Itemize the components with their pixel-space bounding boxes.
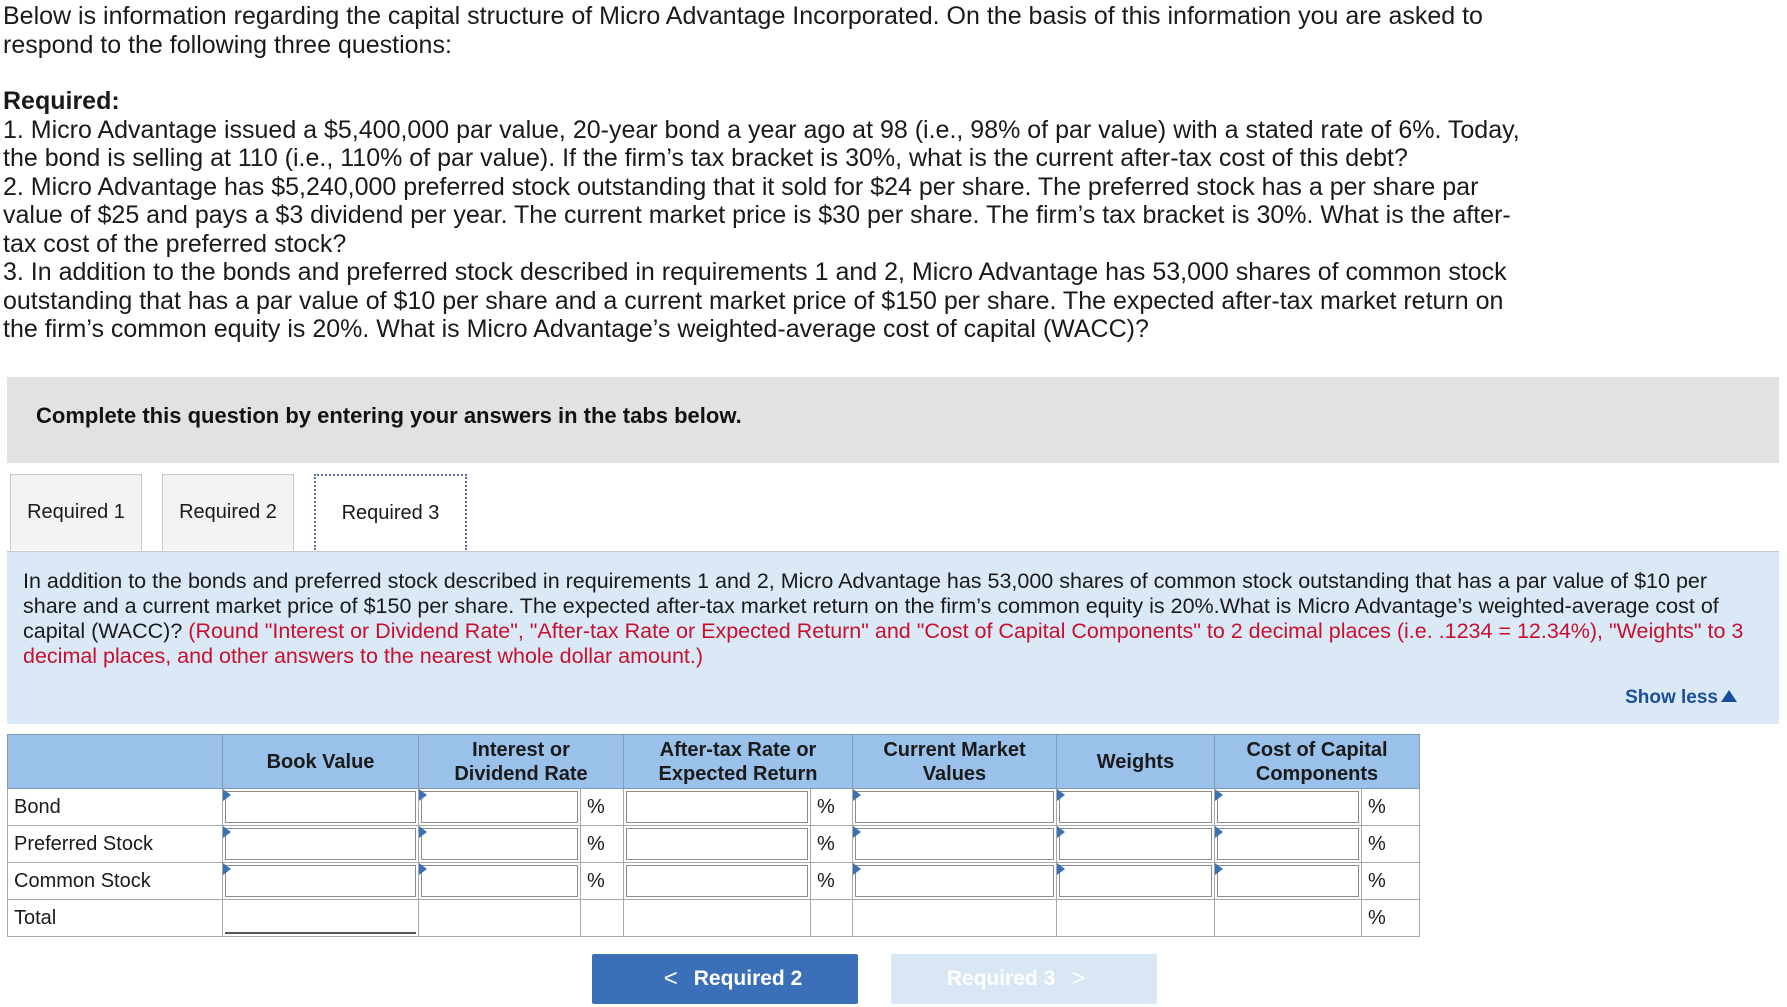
preferred-book-value-cell [223, 826, 419, 863]
previous-button-label: Required 2 [693, 967, 803, 990]
bond-rate-input[interactable] [421, 791, 578, 823]
bond-cost-cell [1215, 789, 1362, 826]
header-book-value: Book Value [223, 735, 419, 789]
input-marker-icon [223, 789, 231, 801]
bond-market-value-input[interactable] [855, 791, 1054, 823]
common-after-tax-input[interactable] [626, 865, 808, 897]
common-cost-input[interactable] [1217, 865, 1359, 897]
row-label: Bond [8, 789, 223, 826]
table-row-total [8, 900, 1420, 937]
table-row-bond [8, 789, 1420, 826]
preferred-cost-cell [1215, 826, 1362, 863]
preferred-cost-input[interactable] [1217, 828, 1359, 860]
common-cost-cell [1215, 863, 1362, 900]
tab-required-2[interactable] [162, 474, 294, 550]
row-label: Common Stock [8, 863, 223, 900]
total-weight-cell [1057, 900, 1215, 937]
preferred-market-value-input[interactable] [855, 828, 1054, 860]
percent-sign: % [1362, 789, 1420, 826]
percent-sign: % [1362, 900, 1420, 937]
common-book-value-cell [223, 863, 419, 900]
common-weight-input[interactable] [1059, 865, 1212, 897]
table-row-common [8, 863, 1420, 900]
requirement-2-text: 2. Micro Advantage has $5,240,000 preferred stock outstanding that it sold for $24 per share. The preferred stock has a per share par value of $25 and pays a $3 dividend per year. The current market price is $30 per share. The firm’s tax bracket is 30%. What is the after-tax cost of the preferred stock? [3, 172, 1511, 258]
tab-label: Required 3 [341, 501, 440, 524]
common-rate-input[interactable] [421, 865, 578, 897]
bond-market-value-cell [853, 789, 1057, 826]
tab-required-1[interactable] [10, 474, 142, 550]
percent-sign: % [811, 826, 853, 863]
banner-text: Complete this question by entering your answers in the tabs below. [36, 403, 742, 428]
preferred-weight-cell [1057, 826, 1215, 863]
tab-label: Required 1 [27, 501, 125, 523]
instructions-text: In addition to the bonds and preferred stock described in requirements 1 and 2, Micro Advantage has 53,000 shares of common stock outstanding that has a par value of $10 per share and a current market price of $150 per share. The expected after-tax market return on the firm’s common equity is 20%.What is Micro Advantage’s weighted-average cost of capital (WACC)? [23, 569, 1719, 643]
wacc-table [7, 734, 1420, 937]
preferred-market-value-cell [853, 826, 1057, 863]
percent-sign: % [581, 826, 624, 863]
bond-after-tax-cell [624, 789, 811, 826]
common-market-value-cell [853, 863, 1057, 900]
previous-required-button[interactable] [592, 954, 858, 1004]
input-marker-icon [1057, 826, 1065, 838]
bond-cost-input[interactable] [1217, 791, 1359, 823]
total-blank [624, 900, 811, 937]
preferred-after-tax-cell [624, 826, 811, 863]
common-rate-cell [419, 863, 581, 900]
header-weights: Weights [1057, 735, 1215, 789]
tab-label: Required 2 [179, 501, 277, 523]
show-less-link[interactable] [1625, 685, 1737, 710]
bond-book-value-cell [223, 789, 419, 826]
instructions-banner [7, 377, 1779, 463]
row-label: Total [8, 900, 223, 937]
total-underline [225, 902, 416, 934]
required-heading: Required: [3, 87, 120, 115]
input-marker-icon [1215, 789, 1223, 801]
total-blank [811, 900, 853, 937]
requirement-3-instructions [7, 552, 1779, 724]
table-row-preferred [8, 826, 1420, 863]
input-marker-icon [1215, 826, 1223, 838]
problem-intro [3, 2, 1543, 344]
input-marker-icon [419, 789, 427, 801]
chevron-right-icon: > [1071, 965, 1086, 992]
total-book-value-cell [223, 900, 419, 937]
triangle-up-icon [1721, 690, 1737, 702]
row-label: Preferred Stock [8, 826, 223, 863]
input-marker-icon [223, 863, 231, 875]
preferred-after-tax-input[interactable] [626, 828, 808, 860]
percent-sign: % [811, 789, 853, 826]
header-after-tax-rate: After-tax Rate or Expected Return [624, 735, 853, 789]
bond-weight-input[interactable] [1059, 791, 1212, 823]
common-book-value-input[interactable] [225, 865, 416, 897]
common-weight-cell [1057, 863, 1215, 900]
input-marker-icon [853, 863, 861, 875]
preferred-book-value-input[interactable] [225, 828, 416, 860]
next-required-button [891, 954, 1157, 1004]
percent-sign: % [1362, 863, 1420, 900]
preferred-weight-input[interactable] [1059, 828, 1212, 860]
percent-sign: % [581, 863, 624, 900]
preferred-rate-input[interactable] [421, 828, 578, 860]
bond-after-tax-input[interactable] [626, 791, 808, 823]
input-marker-icon [853, 826, 861, 838]
preferred-rate-cell [419, 826, 581, 863]
bond-rate-cell [419, 789, 581, 826]
input-marker-icon [223, 826, 231, 838]
header-interest-rate: Interest or Dividend Rate [419, 735, 624, 789]
header-blank [8, 735, 223, 789]
total-blank [581, 900, 624, 937]
bond-book-value-input[interactable] [225, 791, 416, 823]
chevron-left-icon: < [663, 965, 678, 992]
bond-weight-cell [1057, 789, 1215, 826]
input-marker-icon [419, 863, 427, 875]
intro-paragraph: Below is information regarding the capital structure of Micro Advantage Incorporated. On the basis of this information you are asked to respond to the following three questions: [3, 2, 1483, 59]
header-market-values: Current Market Values [853, 735, 1057, 789]
rounding-instructions: (Round "Interest or Dividend Rate", "After-tax Rate or Expected Return" and "Cost of Capital Components" to 2 decimal places (i.e. .1234 = 12.34%), "Weights" to 3 decimal places, and other answers to the nearest whole dollar amount.) [23, 619, 1744, 668]
input-marker-icon [853, 789, 861, 801]
total-market-value-cell [853, 900, 1057, 937]
header-cost-components: Cost of Capital Components [1215, 735, 1420, 789]
show-less-label: Show less [1625, 687, 1718, 708]
next-button-label: Required 3 [946, 967, 1056, 990]
requirement-1-text: 1. Micro Advantage issued a $5,400,000 par value, 20-year bond a year ago at 98 (i.e., 98% of par value) with a stated rate of 6%. Today, the bond is selling at 110 (i.e., 110% of par value). If the firm’s tax bracket is 30%, what is the current after-tax cost of this debt? [3, 115, 1520, 172]
common-market-value-input[interactable] [855, 865, 1054, 897]
input-marker-icon [1215, 863, 1223, 875]
input-marker-icon [1057, 789, 1065, 801]
input-marker-icon [419, 826, 427, 838]
percent-sign: % [1362, 826, 1420, 863]
total-cost-cell [1215, 900, 1362, 937]
header-row [8, 735, 1420, 789]
percent-sign: % [811, 863, 853, 900]
common-after-tax-cell [624, 863, 811, 900]
percent-sign: % [581, 789, 624, 826]
total-blank [419, 900, 581, 937]
tab-required-3[interactable] [314, 474, 467, 550]
requirement-3-text: 3. In addition to the bonds and preferred stock described in requirements 1 and 2, Micro Advantage has 53,000 shares of common stock outstanding that has a par value of $10 per share and a current market price of $150 per share. The expected after-tax market return on the firm’s common equity is 20%. What is Micro Advantage’s weighted-average cost of capital (WACC)? [3, 258, 1507, 343]
input-marker-icon [1057, 863, 1065, 875]
